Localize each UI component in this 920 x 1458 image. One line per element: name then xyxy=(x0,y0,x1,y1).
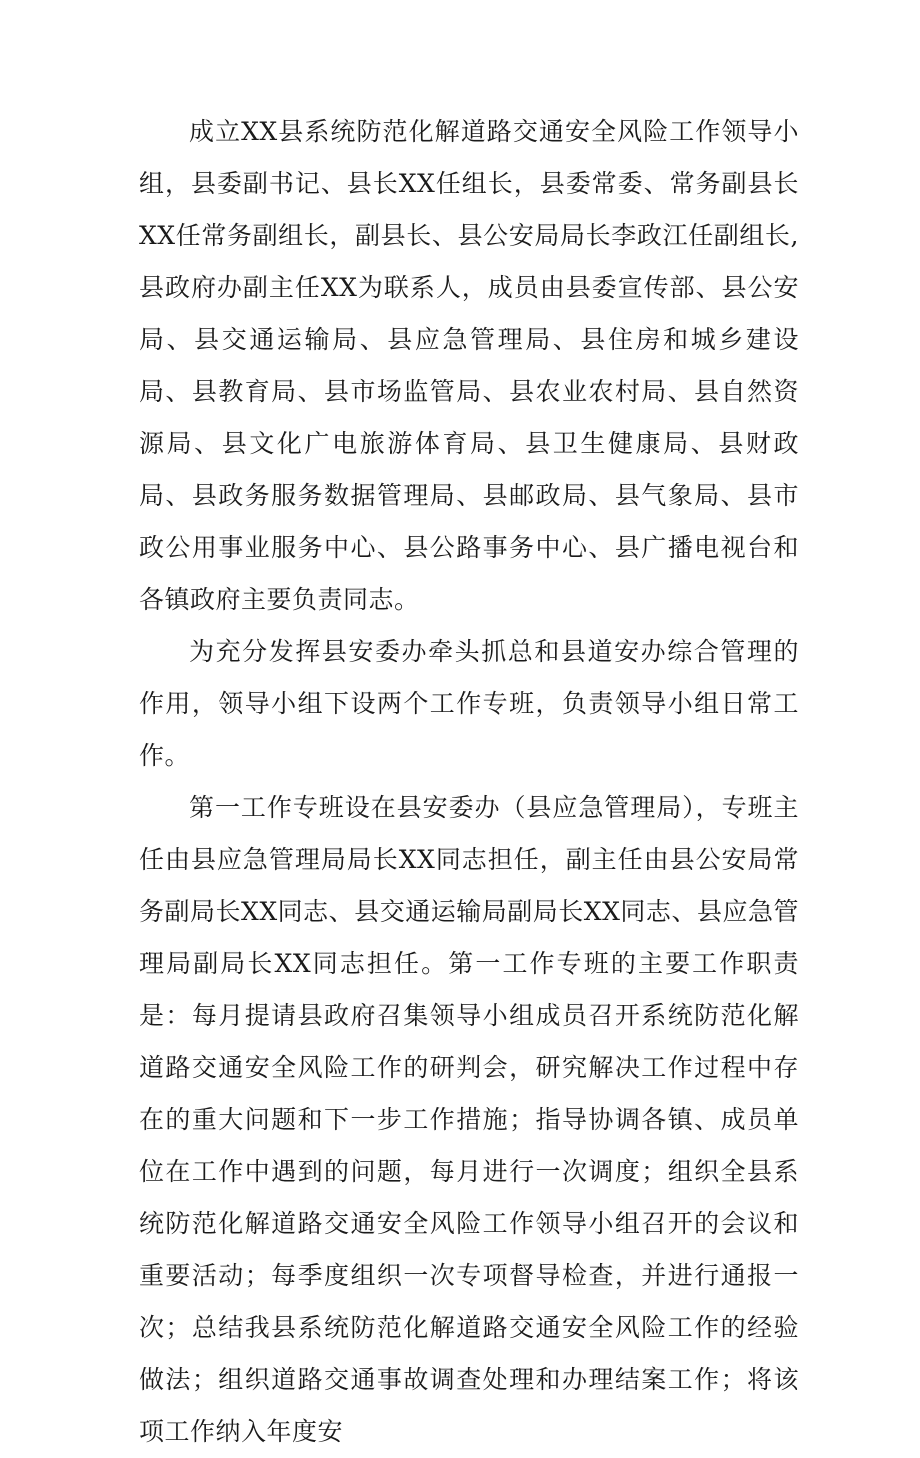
paragraph-leadership-group: 成立XX县系统防范化解道路交通安全风险工作领导小组，县委副书记、县长XX任组长，县委常委、常务副县长XX任常务副组长，副县长、县公安局局长李政江任副组长,县政府办副主任XX为联系人，成员由县委宣传部、县公安局、县交通运输局、县应急管理局、县住房和城乡建设局、县教育局、县市场监管局、县农业农村局、县自然资源局、县文化广电旅游体育局、县卫生健康局、县财政局、县政务服务数据管理局、县邮政局、县气象局、县市政公用事业服务中心、县公路事务中心、县广播电视台和各镇政府主要负责同志。 xyxy=(139,117,799,614)
paragraph-work-teams: 为充分发挥县安委办牵头抓总和县道安办综合管理的作用，领导小组下设两个工作专班，负责领导小组日常工作。 xyxy=(139,637,799,770)
document-body xyxy=(139,106,799,1458)
paragraph-first-team-duties: 第一工作专班设在县安委办（县应急管理局），专班主任由县应急管理局局长XX同志担任，副主任由县公安局常务副局长XX同志、县交通运输局副局长XX同志、县应急管理局副局长XX同志担任。第一工作专班的主要工作职责是：每月提请县政府召集领导小组成员召开系统防范化解道路交通安全风险工作的研判会，研究解决工作过程中存在的重大问题和下一步工作措施；指导协调各镇、成员单位在工作中遇到的问题，每月进行一次调度；组织全县系统防范化解道路交通安全风险工作领导小组召开的会议和重要活动；每季度组织一次专项督导检查，并进行通报一次；总结我县系统防范化解道路交通安全风险工作的经验做法；组织道路交通事故调查处理和办理结案工作；将该项工作纳入年度安 xyxy=(139,793,799,1446)
